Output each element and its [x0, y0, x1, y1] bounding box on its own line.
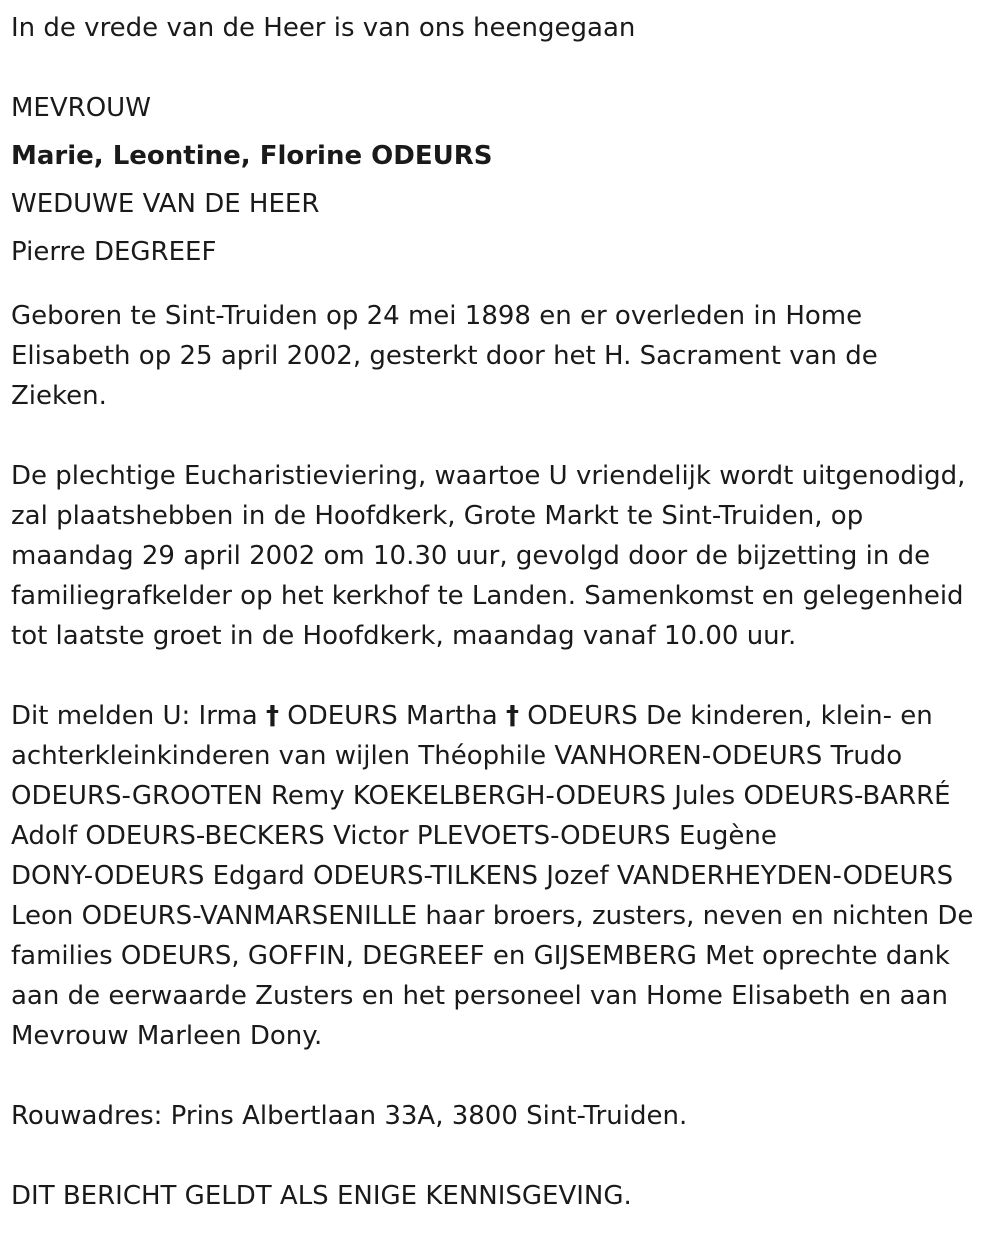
announcers-line: families ODEURS, GOFFIN, DEGREEF en GIJSEMBERG Met oprechte dank: [11, 941, 950, 971]
ceremony-line: tot laatste groet in de Hoofdkerk, maandag vanaf 10.00 uur.: [11, 621, 797, 651]
ceremony-line: De plechtige Eucharistieviering, waartoe U vriendelijk wordt uitgenodigd,: [11, 461, 966, 491]
birth-line: Geboren te Sint-Truiden op 24 mei 1898 en er overleden in Home: [11, 301, 863, 331]
announcers-text: ODEURS De kinderen, klein- en: [527, 701, 933, 731]
announcers-line: ODEURS-GROOTEN Remy KOEKELBERGH-ODEURS Jules ODEURS-BARRÉ: [11, 781, 951, 811]
notice-line: DIT BERICHT GELDT ALS ENIGE KENNISGEVING.: [11, 1181, 632, 1211]
title-prefix: MEVROUW: [11, 93, 151, 123]
announcers-paragraph: [11, 696, 1000, 1056]
ceremony-line: zal plaatshebben in de Hoofdkerk, Grote Markt te Sint-Truiden, op: [11, 501, 864, 531]
birth-line: Elisabeth op 25 april 2002, gesterkt door het H. Sacrament van de: [11, 341, 878, 371]
ceremony-line: maandag 29 april 2002 om 10.30 uur, gevolgd door de bijzetting in de: [11, 541, 931, 571]
spouse-name: Pierre DEGREEF: [11, 237, 217, 267]
announcers-line: Adolf ODEURS-BECKERS Victor PLEVOETS-ODEURS Eugène: [11, 821, 777, 851]
ceremony-line: familiegrafkelder op het kerkhof te Landen. Samenkomst en gelegenheid: [11, 581, 964, 611]
announcers-line: DONY-ODEURS Edgard ODEURS-TILKENS Jozef VANDERHEYDEN-ODEURS: [11, 861, 954, 891]
ceremony-paragraph: [11, 456, 1000, 656]
intro-line: In de vrede van de Heer is van ons heengegaan: [11, 13, 636, 43]
birth-paragraph: [11, 296, 1000, 416]
deceased-name: Marie, Leontine, Florine ODEURS: [11, 141, 493, 171]
announcers-text: Dit melden U: Irma: [11, 701, 258, 731]
birth-line: Zieken.: [11, 381, 107, 411]
announcers-line: Leon ODEURS-VANMARSENILLE haar broers, zusters, neven en nichten De: [11, 901, 974, 931]
announcers-line: aan de eerwaarde Zusters en het personeel van Home Elisabeth en aan: [11, 981, 948, 1011]
cross-icon: †: [505, 701, 519, 731]
widow-of-line: WEDUWE VAN DE HEER: [11, 189, 320, 219]
cross-icon: †: [265, 701, 279, 731]
announcers-line: achterkleinkinderen van wijlen Théophile VANHOREN-ODEURS Trudo: [11, 741, 903, 771]
announcers-text: ODEURS Martha: [287, 701, 498, 731]
address-line: Rouwadres: Prins Albertlaan 33A, 3800 Sint-Truiden.: [11, 1101, 688, 1131]
announcers-first-line: [11, 696, 996, 736]
announcers-line: Mevrouw Marleen Dony.: [11, 1021, 323, 1051]
